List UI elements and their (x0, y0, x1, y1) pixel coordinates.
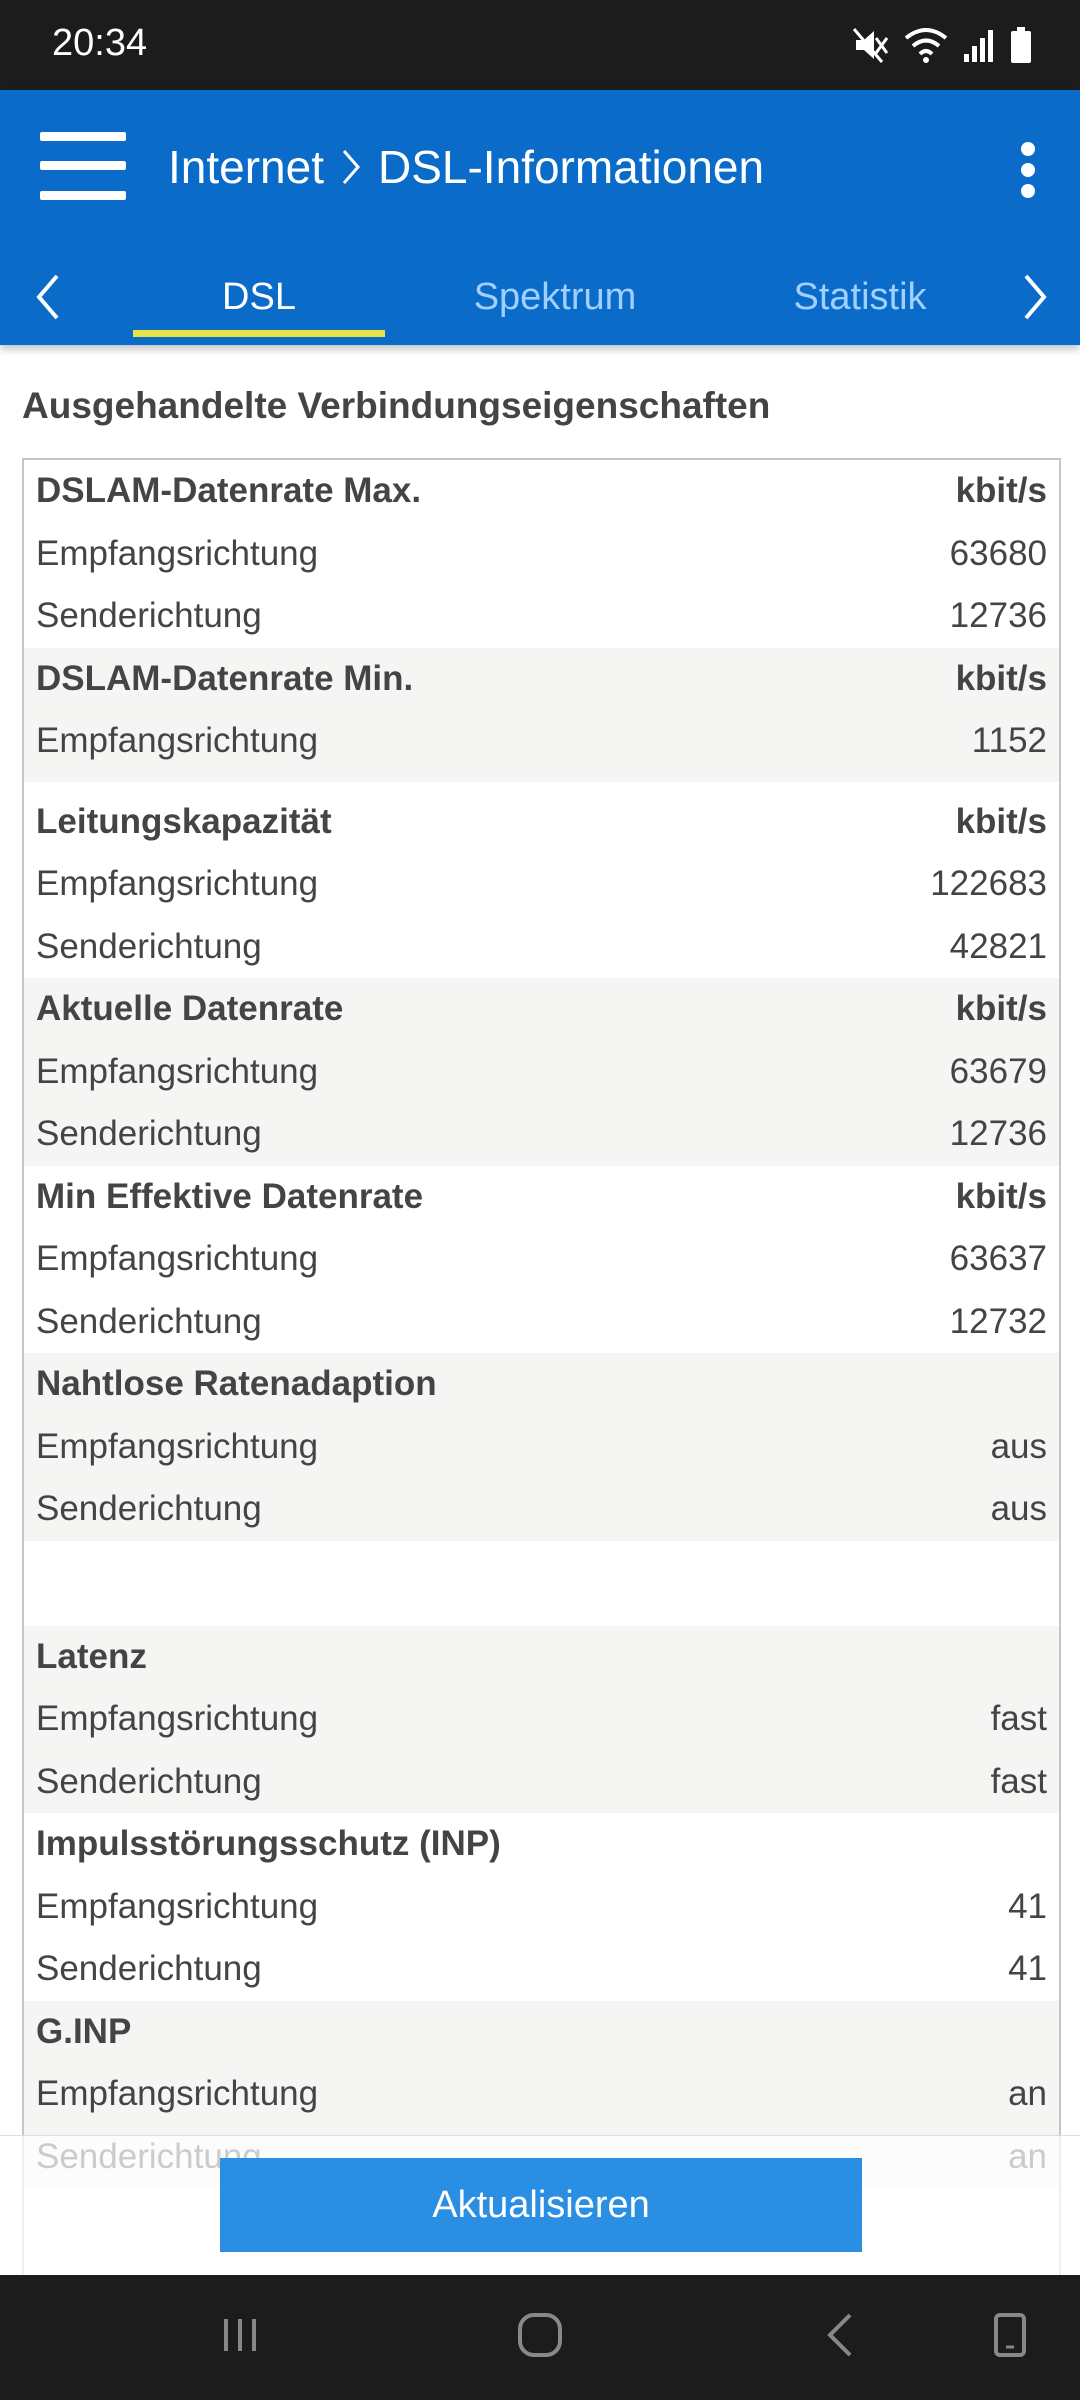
group-unit: kbit/s (955, 658, 1047, 698)
breadcrumb (168, 140, 764, 194)
tab-statistik[interactable]: Statistik (793, 275, 927, 318)
row-label: Senderichtung (36, 1949, 262, 1989)
row-value: 41 (1008, 1949, 1047, 1989)
row-label: Empfangsrichtung (36, 1051, 319, 1091)
group-unit: kbit/s (955, 801, 1047, 841)
group-header (24, 2001, 1059, 2064)
group-title: Latenz (36, 1636, 147, 1676)
navigation-bar (0, 2275, 1080, 2400)
rotate-icon[interactable] (975, 2305, 1045, 2365)
row-value: 12732 (949, 1301, 1047, 1341)
home-icon[interactable] (505, 2305, 575, 2365)
hamburger-icon[interactable] (40, 132, 126, 202)
table-spacer (24, 1541, 1059, 1626)
table-row (24, 916, 1059, 979)
row-value: 12736 (949, 1114, 1047, 1154)
group-aktuelle-datenrate (24, 978, 1059, 1166)
row-label: Empfangsrichtung (36, 864, 319, 904)
group-header (24, 460, 1059, 523)
section-title: Ausgehandelte Verbindungseigenschaften (22, 385, 771, 426)
row-value: 122683 (930, 864, 1047, 904)
group-title: DSLAM-Datenrate Max. (36, 471, 422, 511)
row-value: an (1008, 2074, 1047, 2114)
tab-dsl[interactable]: DSL (222, 275, 296, 318)
signal-icon (962, 26, 996, 64)
group-latenz (24, 1626, 1059, 1814)
group-header (24, 791, 1059, 854)
group-nahtlose-ratenadaption (24, 1353, 1059, 1541)
group-header (24, 1813, 1059, 1876)
group-header (24, 978, 1059, 1041)
row-label: Senderichtung (36, 1489, 262, 1529)
group-title: Min Effektive Datenrate (36, 1176, 424, 1216)
group-title: Leitungskapazität (36, 801, 332, 841)
tab-spektrum[interactable]: Spektrum (473, 275, 637, 318)
row-value: 1152 (971, 721, 1047, 761)
app-bar (0, 90, 1080, 345)
row-label: Empfangsrichtung (36, 2074, 319, 2114)
row-label: Empfangsrichtung (36, 1426, 319, 1466)
group-dslam-min (24, 648, 1059, 782)
table-row (24, 1688, 1059, 1751)
row-value: aus (990, 1489, 1047, 1529)
group-unit: kbit/s (955, 471, 1047, 511)
row-value: fast (990, 1761, 1047, 1801)
group-header (24, 1353, 1059, 1416)
table-row (24, 1478, 1059, 1541)
row-label: Empfangsrichtung (36, 721, 319, 761)
group-header (24, 1626, 1059, 1689)
group-title: DSLAM-Datenrate Min. (36, 658, 414, 698)
row-value: 12736 (949, 596, 1047, 636)
group-title: Nahtlose Ratenadaption (36, 1364, 437, 1404)
group-title: Impulsstörungsschutz (INP) (36, 1824, 501, 1864)
table-row (24, 853, 1059, 916)
row-value: 63679 (949, 1051, 1047, 1091)
table-row (24, 523, 1059, 586)
row-value: 63680 (949, 533, 1047, 573)
row-value: 42821 (949, 926, 1047, 966)
group-header (24, 648, 1059, 711)
row-label: Senderichtung (36, 596, 262, 636)
row-label: Empfangsrichtung (36, 1886, 319, 1926)
tab-prev-icon[interactable] (8, 252, 88, 342)
chevron-right-icon (338, 147, 364, 187)
table-row (24, 1103, 1059, 1166)
active-tab-indicator (133, 330, 385, 337)
group-min-effektive-datenrate (24, 1166, 1059, 1354)
table-row (24, 710, 1059, 773)
recent-apps-icon[interactable] (205, 2305, 275, 2365)
mute-icon (852, 26, 890, 64)
breadcrumb-parent[interactable]: Internet (168, 141, 324, 193)
group-header (24, 1166, 1059, 1229)
table-row (24, 2063, 1059, 2126)
row-label: Empfangsrichtung (36, 533, 319, 573)
table-row (24, 1228, 1059, 1291)
row-value: 41 (1008, 1886, 1047, 1926)
group-inp (24, 1813, 1059, 2001)
table-row (24, 1938, 1059, 2001)
group-dslam-max (24, 460, 1059, 648)
table-row (24, 1876, 1059, 1939)
row-value: fast (990, 1699, 1047, 1739)
group-title: G.INP (36, 2011, 132, 2051)
table-row (24, 1751, 1059, 1814)
battery-icon (1010, 26, 1032, 64)
table-row (24, 1041, 1059, 1104)
refresh-button[interactable]: Aktualisieren (220, 2158, 862, 2252)
breadcrumb-current: DSL-Informationen (378, 141, 765, 193)
row-label: Senderichtung (36, 926, 262, 966)
table-row (24, 1416, 1059, 1479)
group-title: Aktuelle Datenrate (36, 989, 344, 1029)
row-value: aus (990, 1426, 1047, 1466)
table-row (24, 585, 1059, 648)
status-time: 20:34 (52, 22, 148, 64)
status-bar (0, 0, 1080, 90)
tab-next-icon[interactable] (995, 252, 1075, 342)
group-unit: kbit/s (955, 1176, 1047, 1216)
more-vert-icon[interactable] (1016, 142, 1040, 198)
table-row (24, 1291, 1059, 1354)
row-label: Senderichtung (36, 1114, 262, 1154)
tab-bar (0, 252, 1080, 345)
row-label: Empfangsrichtung (36, 1239, 319, 1279)
status-icons (852, 24, 1032, 66)
group-unit: kbit/s (955, 989, 1047, 1029)
row-label: Empfangsrichtung (36, 1699, 319, 1739)
row-value: 63637 (949, 1239, 1047, 1279)
back-icon[interactable] (805, 2305, 875, 2365)
group-leitungskapazitaet (24, 782, 1059, 979)
row-label: Senderichtung (36, 1761, 262, 1801)
dsl-info-table (22, 458, 1061, 2282)
wifi-icon (904, 26, 948, 64)
row-label: Senderichtung (36, 1301, 262, 1341)
